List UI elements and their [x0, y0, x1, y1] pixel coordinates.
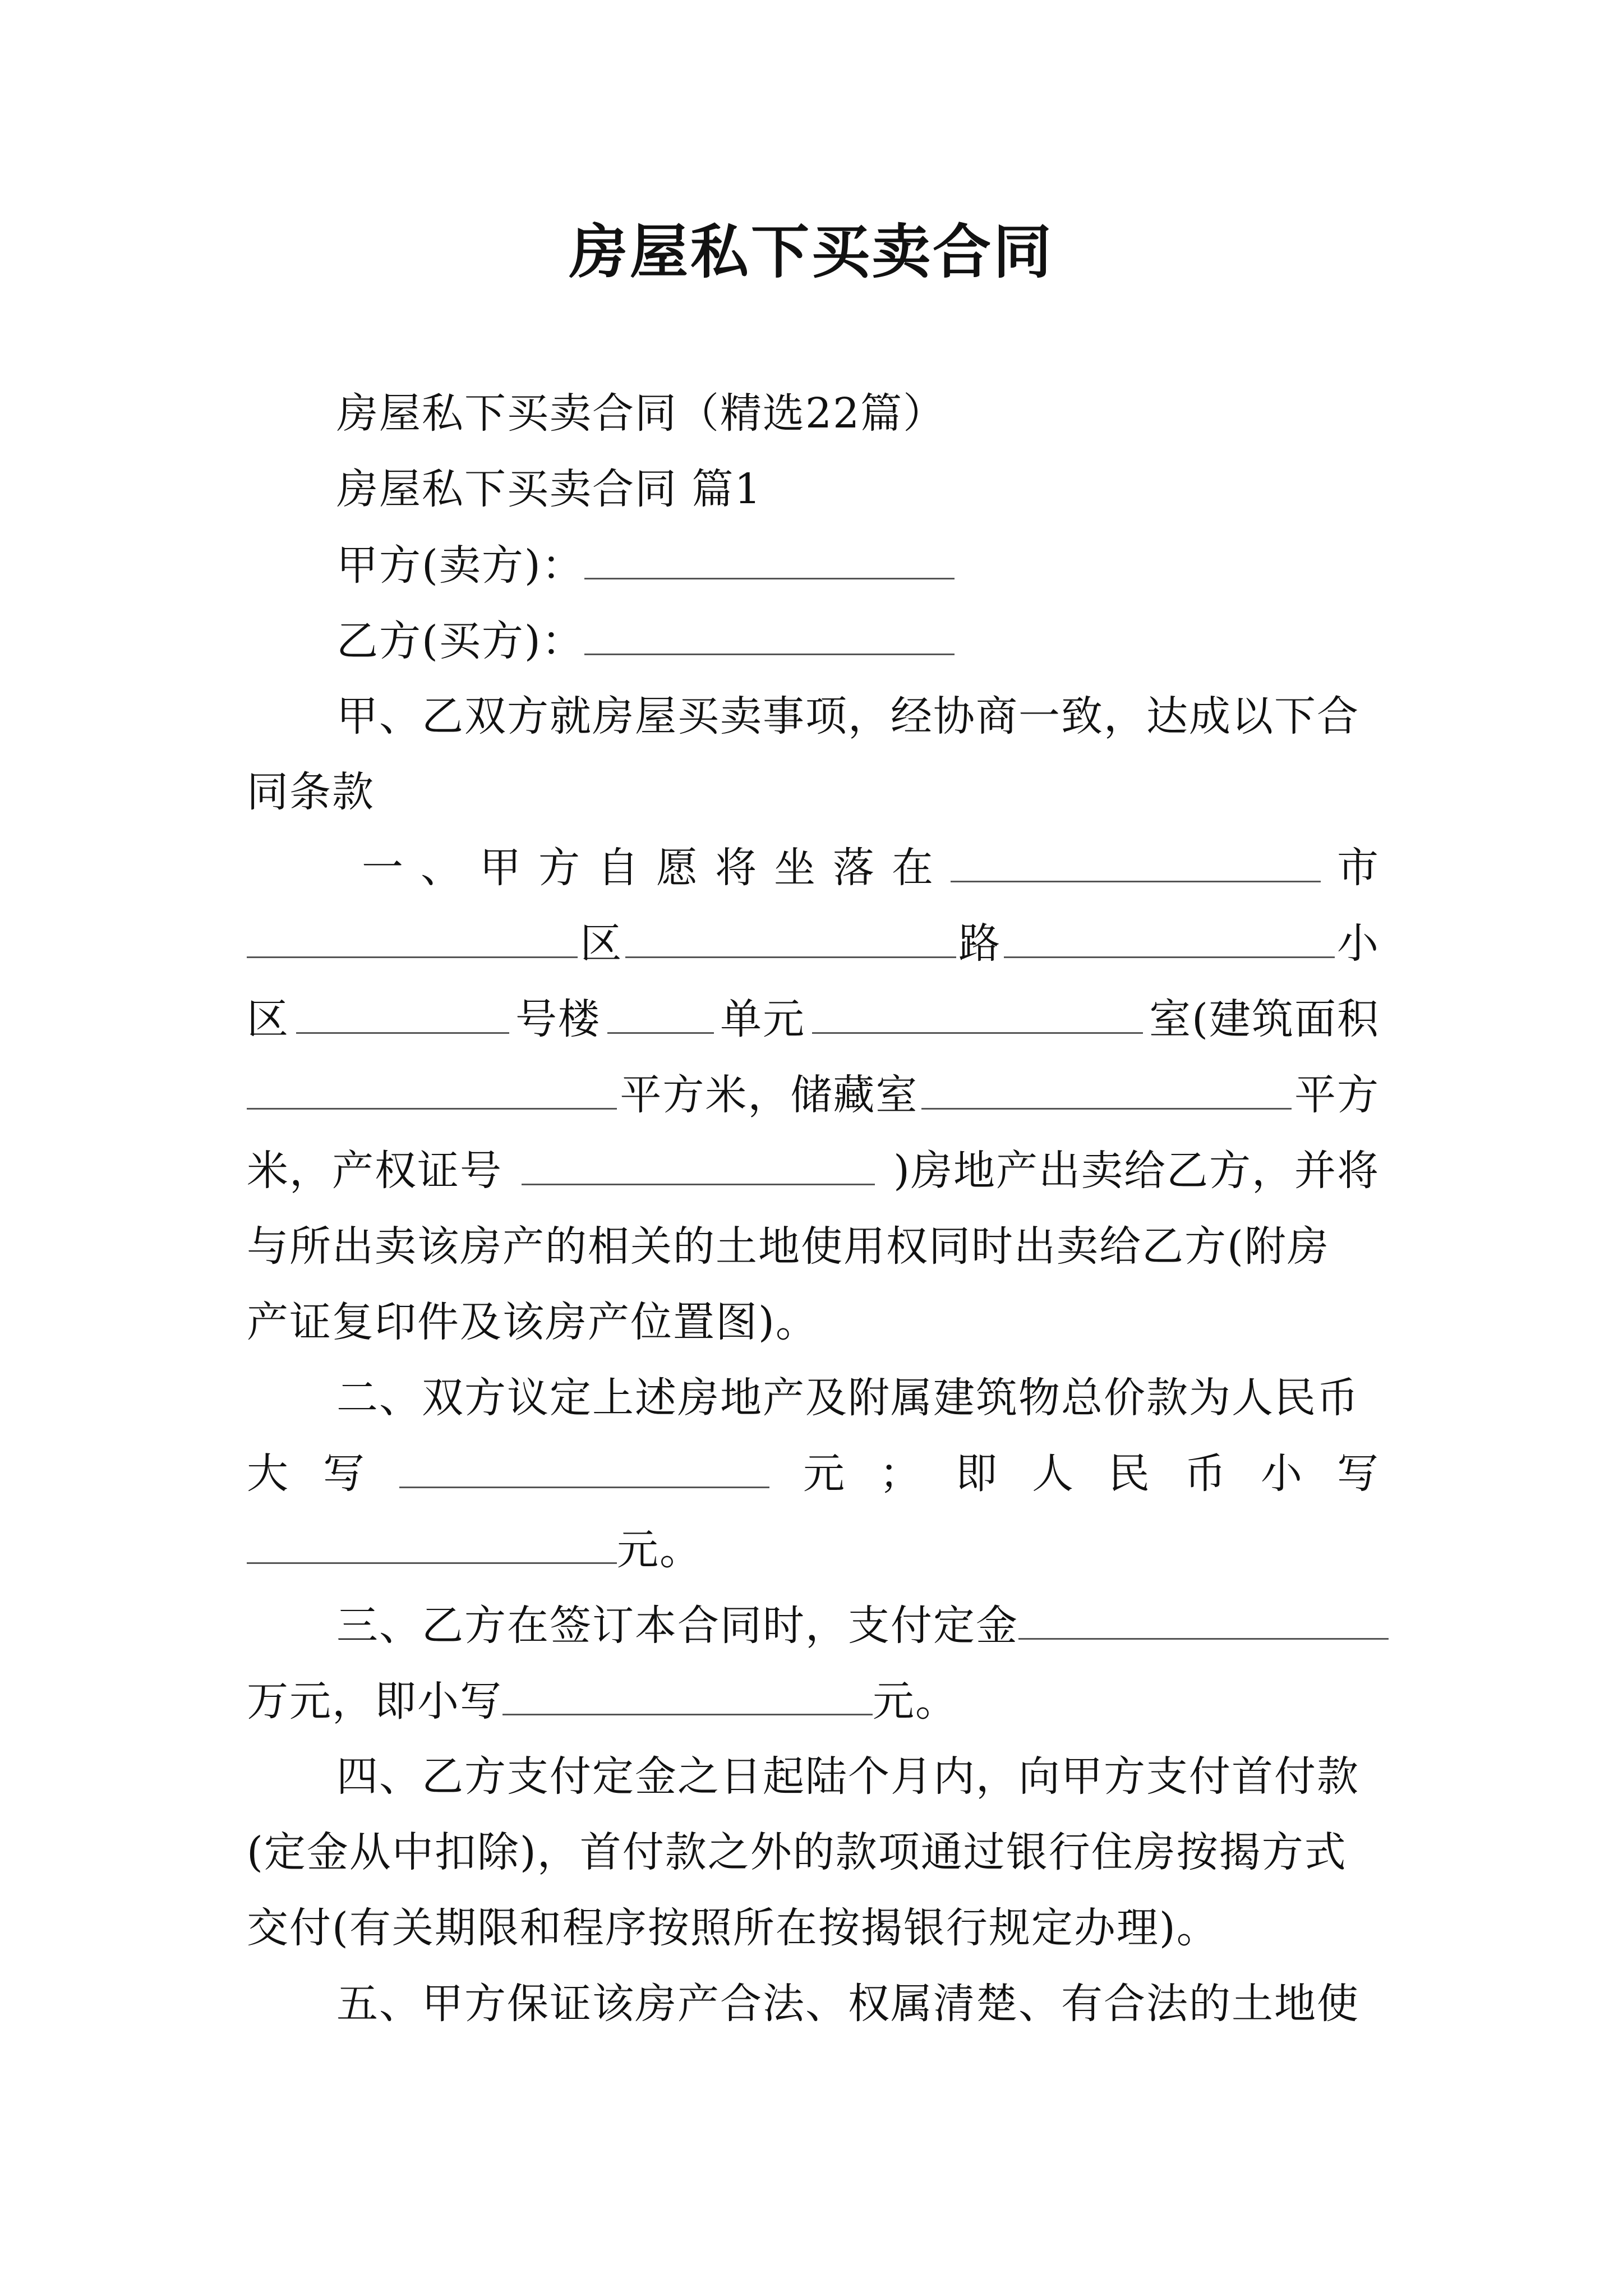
clause1-sell: )房地产出卖给乙方，并将 [893, 1147, 1380, 1195]
deposit-blank[interactable] [1018, 1604, 1389, 1640]
clause2-word: 民 [1108, 1450, 1151, 1498]
clause2-word: 即 [956, 1450, 998, 1498]
clause1-qu: 区 [247, 995, 289, 1043]
clause2-word: 小 [1261, 1450, 1303, 1498]
clause1-word: 将 [715, 844, 758, 892]
clause1-sqm: 平方米，储藏室 [620, 1071, 919, 1119]
clause4-line3: 交付(有关期限和程序按照所在按揭银行规定办理)。 [247, 1904, 1219, 1952]
clause1-line6: 与所出卖该房产的相关的土地使用权同时出卖给乙方(附房 [247, 1222, 1330, 1271]
clause2-line2 [247, 1450, 1380, 1498]
clause1-line7: 产证复印件及该房产位置图)。 [247, 1298, 818, 1346]
intro-line-2: 同条款 [247, 768, 375, 816]
price-uppercase-blank[interactable] [399, 1453, 769, 1488]
clause1-word: 落 [833, 844, 875, 892]
clause3-line2 [247, 1677, 1380, 1726]
document-title: 房屋私下买卖合同 [569, 218, 1054, 286]
clause2-word: 写 [1337, 1450, 1380, 1498]
certificate-blank[interactable] [522, 1150, 875, 1185]
party-b-blank[interactable] [584, 620, 955, 655]
clause2-yuan: 元。 [617, 1526, 702, 1574]
clause1-word: 、 [421, 844, 463, 892]
clause1-pingfang: 平方 [1294, 1071, 1380, 1119]
area-blank[interactable] [247, 1074, 617, 1110]
clause3-line1 [336, 1602, 1380, 1650]
clause5-line1: 五、甲方保证该房产合法、权属清楚、有合法的土地使 [336, 1980, 1359, 2028]
storage-blank[interactable] [921, 1074, 1292, 1110]
clause2-word: 人 [1032, 1450, 1075, 1498]
clause1-xiao: 小 [1336, 919, 1380, 968]
clause4-line2: (定金从中扣除)，首付款之外的款项通过银行住房按揭方式 [247, 1828, 1347, 1876]
party-a-line [336, 541, 1380, 590]
intro-line-1: 甲、乙双方就房屋买卖事项，经协商一致，达成以下合 [336, 692, 1359, 740]
clause1-road: 路 [958, 919, 1002, 968]
clause1-word: 愿 [656, 844, 699, 892]
clause3-yuan: 元。 [873, 1677, 958, 1726]
clause1-word: 自 [597, 844, 640, 892]
party-a-blank[interactable] [584, 544, 955, 579]
building-blank[interactable] [296, 999, 509, 1034]
clause1-word: 在 [892, 844, 934, 892]
clause1-city: 市 [1337, 844, 1380, 892]
clause1-word: 一 [362, 844, 404, 892]
clause1-word: 甲 [479, 844, 522, 892]
city-blank[interactable] [951, 847, 1321, 882]
clause1-mi-cert: 米，产权证号 [247, 1147, 502, 1195]
clause2-word: 写 [323, 1450, 366, 1498]
clause1-building: 号楼 [515, 995, 601, 1043]
price-lowercase-blank[interactable] [247, 1529, 617, 1564]
deposit-lowercase-blank[interactable] [502, 1680, 873, 1715]
clause3-text: 三、乙方在签订本合同时，支付定金 [336, 1602, 1018, 1650]
clause1-word: 方 [538, 844, 581, 892]
clause2-line1: 二、双方议定上述房地产及附属建筑物总价款为人民币 [336, 1374, 1359, 1422]
clause1-district: 区 [580, 919, 623, 968]
clause1-room: 室(建筑面积 [1149, 995, 1380, 1043]
clause2-word: ； [879, 1450, 922, 1498]
party-a-label: 甲方(卖方)： [336, 541, 584, 590]
clause2-word: 币 [1184, 1450, 1227, 1498]
clause2-line3 [247, 1526, 1380, 1574]
clause3-wan: 万元，即小写 [247, 1677, 502, 1726]
clause1-word: 坐 [774, 844, 817, 892]
clause1-line2 [247, 919, 1380, 968]
section-heading: 房屋私下买卖合同 篇1 [336, 465, 762, 513]
clause1-line5 [247, 1147, 1380, 1195]
unit-blank[interactable] [607, 999, 714, 1034]
party-b-line [336, 617, 1380, 665]
clause1-line1 [362, 844, 1380, 892]
district-blank[interactable] [247, 923, 578, 958]
community-blank[interactable] [1004, 923, 1335, 958]
clause2-word: 大 [247, 1450, 289, 1498]
party-b-label: 乙方(买方)： [336, 617, 584, 665]
road-blank[interactable] [625, 923, 956, 958]
document-subtitle: 房屋私下买卖合同（精选22篇） [336, 389, 946, 438]
clause1-unit: 单元 [720, 995, 806, 1043]
clause1-line3 [247, 995, 1380, 1043]
clause4-line1: 四、乙方支付定金之日起陆个月内，向甲方支付首付款 [336, 1752, 1359, 1801]
clause2-word: 元 [803, 1450, 846, 1498]
room-blank[interactable] [812, 999, 1143, 1034]
clause1-line4 [247, 1071, 1380, 1119]
